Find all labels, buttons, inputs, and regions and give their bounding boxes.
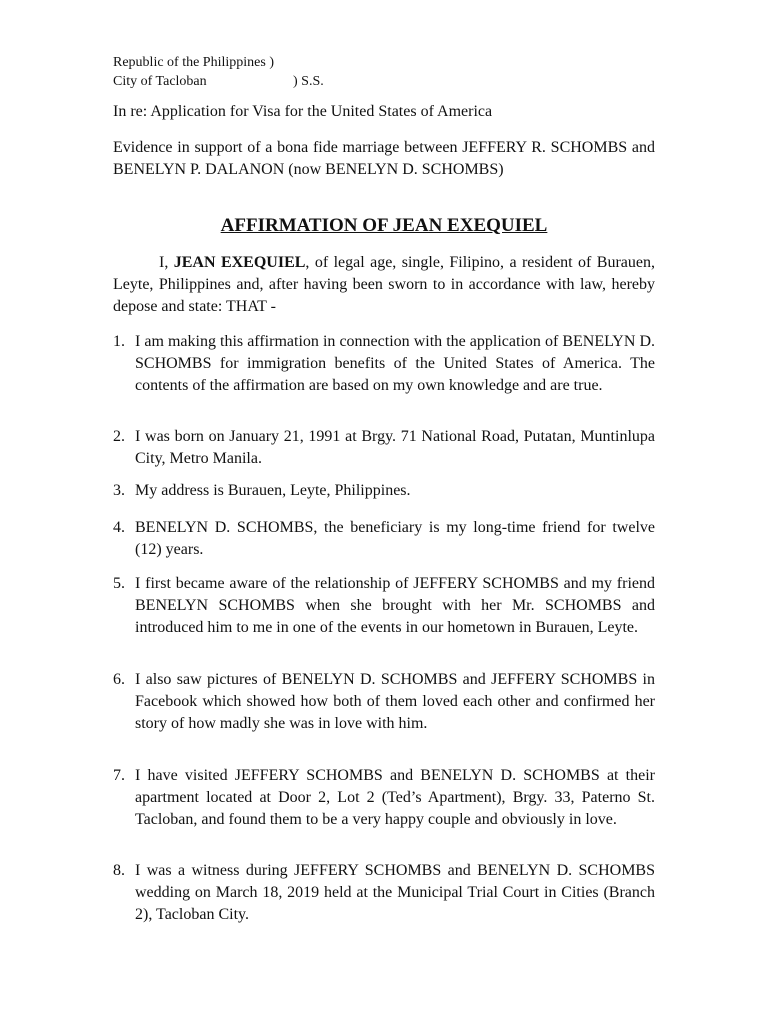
list-item bbox=[113, 331, 655, 397]
list-item bbox=[113, 669, 655, 735]
document-title: AFFIRMATION OF JEAN EXEQUIEL bbox=[220, 215, 548, 236]
list-item-number: 6. bbox=[113, 671, 125, 688]
list-item-text: My address is Burauen, Leyte, Philippines. bbox=[135, 482, 411, 499]
list-item-text: I have visited JEFFERY SCHOMBS and BENELYN D. SCHOMBS at their apartment located at Door 2, Lot 2 (Ted’s Apartment), Brgy. 33, Paterno St. Tacloban, and found them to be a very happy couple and obviously in love. bbox=[135, 767, 655, 828]
list-item-text: I was born on January 21, 1991 at Brgy. 71 National Road, Putatan, Muntinlupa City, Metro Manila. bbox=[135, 428, 655, 467]
list-item-number: 5. bbox=[113, 575, 125, 592]
intro-rest: , of legal age, single, Filipino, a resident of Burauen, Leyte, Philippines and, after having been sworn to in accordance with law, hereby depose and state: THAT - bbox=[113, 254, 655, 315]
intro-prefix: I, bbox=[159, 254, 174, 271]
venue-republic-line bbox=[113, 53, 324, 72]
affiant-name: JEAN EXEQUIEL bbox=[173, 254, 306, 271]
list-item bbox=[113, 860, 655, 926]
list-item-number: 4. bbox=[113, 519, 125, 536]
list-item-text: I was a witness during JEFFERY SCHOMBS and BENELYN D. SCHOMBS wedding on March 18, 2019 held at the Municipal Trial Court in Cities (Branch 2), Tacloban City. bbox=[135, 862, 655, 923]
list-item-number: 3. bbox=[113, 482, 125, 499]
list-item-text: I first became aware of the relationship of JEFFERY SCHOMBS and my friend BENELYN SCHOMBS when she brought with her Mr. SCHOMBS and introduced him to me in one of the events in our hometown in Burauen, Leyte. bbox=[135, 575, 655, 636]
list-item-text: I also saw pictures of BENELYN D. SCHOMBS and JEFFERY SCHOMBS in Facebook which showed how both of them loved each other and confirmed her story of how madly she was in love with him. bbox=[135, 671, 655, 732]
venue-ss: ) S.S. bbox=[293, 74, 324, 89]
list-item bbox=[113, 517, 655, 561]
venue-republic: Republic of the Philippines ) bbox=[113, 55, 274, 70]
intro-paragraph bbox=[113, 252, 655, 318]
list-item bbox=[113, 765, 655, 831]
list-item bbox=[113, 426, 655, 470]
list-item-number: 7. bbox=[113, 767, 125, 784]
list-item-number: 1. bbox=[113, 333, 125, 350]
venue-city: City of Tacloban bbox=[113, 74, 207, 89]
in-re-line: In re: Application for Visa for the United States of America bbox=[113, 103, 493, 120]
list-item bbox=[113, 480, 655, 502]
venue-block bbox=[113, 53, 324, 91]
venue-city-line bbox=[113, 72, 324, 91]
list-item-text: I am making this affirmation in connection with the application of BENELYN D. SCHOMBS for immigration benefits of the United States of America. The contents of the affirmation are based on my own knowledge and are true. bbox=[135, 333, 655, 394]
list-item-number: 8. bbox=[113, 862, 125, 879]
list-item-text: BENELYN D. SCHOMBS, the beneficiary is my long-time friend for twelve (12) years. bbox=[135, 519, 655, 558]
list-item-number: 2. bbox=[113, 428, 125, 445]
list-item bbox=[113, 573, 655, 639]
evidence-paragraph: Evidence in support of a bona fide marriage between JEFFERY R. SCHOMBS and BENELYN P. DALANON (now BENELYN D. SCHOMBS) bbox=[113, 139, 655, 178]
